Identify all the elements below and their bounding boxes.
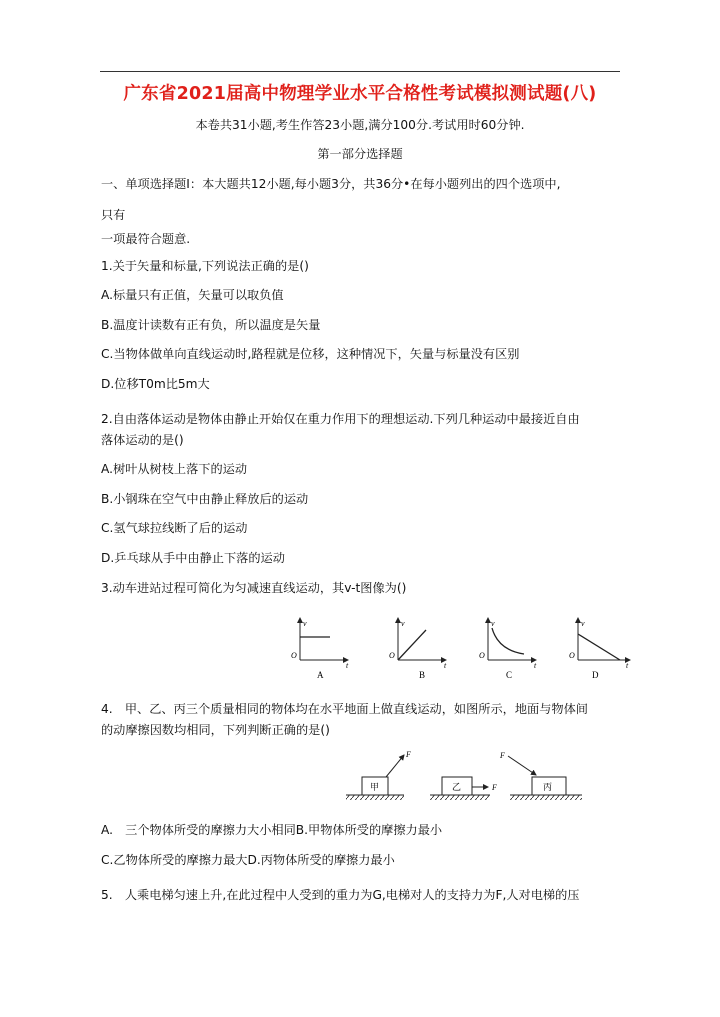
q3-graph-d-origin: O bbox=[569, 651, 575, 660]
q2-option-d: D.乒乓球从手中由静止下落的运动 bbox=[101, 551, 285, 565]
q4-block-bing bbox=[499, 751, 582, 800]
q3-graph-d-line bbox=[578, 634, 620, 660]
q4-force-yi-label: F bbox=[492, 783, 497, 792]
q3-stem: 3.动车进站过程可简化为匀减速直线运动，其v-t图像为() bbox=[101, 581, 407, 595]
q3-graph-d-label: D bbox=[592, 670, 599, 680]
q2-stem: 2.自由落体运动是物体由静止开始仅在重力作用下的理想运动.下列几种运动中最接近自由 bbox=[101, 412, 580, 426]
q1-option-b: B.温度计读数有正有负，所以温度是矢量 bbox=[101, 318, 321, 332]
q4-force-jia-label: F bbox=[406, 750, 411, 759]
q4-options-ab: A. 三个物体所受的摩擦力大小相同B.甲物体所受的摩擦力最小 bbox=[101, 823, 443, 837]
q4-block-yi bbox=[430, 777, 497, 800]
exam-title: 广东省2021届高中物理学业水平合格性考试模拟测试题(八) bbox=[123, 84, 597, 104]
q4-stem-cont: 的动摩擦因数均相同，下列判断正确的是() bbox=[101, 723, 330, 737]
q1-option-a: A.标量只有正值，矢量可以取负值 bbox=[101, 288, 284, 302]
q3-graph-c-origin: O bbox=[479, 651, 485, 660]
q4-force-jia-arrow bbox=[386, 755, 404, 777]
q3-graph-d-v: v bbox=[581, 619, 585, 628]
q3-graph-d bbox=[569, 618, 630, 680]
q4-force-bing-arrow bbox=[508, 756, 536, 775]
q1-option-d: D.位移T0m比5m大 bbox=[101, 377, 210, 391]
q2-option-a: A.树叶从树枝上落下的运动 bbox=[101, 462, 248, 476]
q4-block-yi-label: 乙 bbox=[452, 782, 462, 792]
q2-option-b: B.小钢珠在空气中由静止释放后的运动 bbox=[101, 492, 309, 506]
q3-graph-c bbox=[479, 618, 537, 680]
q4-stem: 4. 甲、乙、丙三个质量相同的物体均在水平地面上做直线运动，如图所示，地面与物体间 bbox=[101, 702, 588, 716]
section-instruction-end: 一项最符合题意. bbox=[101, 232, 191, 246]
q3-graph-b-t: t bbox=[444, 661, 447, 670]
q5-stem: 5. 人乘电梯匀速上升,在此过程中人受到的重力为G,电梯对人的支持力为F,人对电梯的压 bbox=[101, 888, 580, 902]
q3-graph-a-v: v bbox=[303, 619, 307, 628]
q3-graph-a bbox=[291, 618, 349, 680]
q2-option-c: C.氢气球拉线断了后的运动 bbox=[101, 521, 248, 535]
q3-graph-b-v: v bbox=[401, 619, 405, 628]
header-rule bbox=[100, 71, 620, 72]
q3-graph-b-line bbox=[398, 630, 426, 660]
q3-graph-b-label: B bbox=[419, 670, 426, 680]
q3-graph-a-origin: O bbox=[291, 651, 297, 660]
q1-stem: 1.关于矢量和标量,下列说法正确的是() bbox=[101, 259, 309, 273]
q3-graph-c-t: t bbox=[534, 661, 537, 670]
q4-force-bing-label: F bbox=[500, 751, 505, 760]
q3-graph-b-origin: O bbox=[389, 651, 395, 660]
q3-graph-a-t: t bbox=[346, 661, 349, 670]
q2-stem-cont: 落体运动的是() bbox=[101, 433, 184, 447]
q4-block-jia-label: 甲 bbox=[370, 782, 380, 792]
exam-info: 本卷共31小题,考生作答23小题,满分100分.考试用时60分钟. bbox=[195, 118, 525, 132]
q4-force-diagram bbox=[342, 744, 592, 804]
q3-graph-c-curve bbox=[492, 628, 524, 654]
part-heading: 第一部分选择题 bbox=[317, 147, 403, 161]
q4-options-cd: C.乙物体所受的摩擦力最大D.丙物体所受的摩擦力最小 bbox=[101, 853, 395, 867]
q3-graph-c-label: C bbox=[506, 670, 513, 680]
q3-graph-d-t: t bbox=[626, 661, 629, 670]
q3-graph-b bbox=[389, 618, 447, 680]
q4-block-jia bbox=[346, 750, 411, 800]
section-instruction: 一、单项选择题Ⅰ：本大题共12小题,每小题3分，共36分•在每小题列出的四个选项中, bbox=[101, 177, 561, 191]
q3-vt-graphs bbox=[280, 612, 640, 690]
q4-block-bing-label: 丙 bbox=[543, 782, 553, 792]
q1-option-c: C.当物体做单向直线运动时,路程就是位移，这种情况下，矢量与标量没有区别 bbox=[101, 347, 520, 361]
q3-graph-a-label: A bbox=[317, 670, 324, 680]
section-instruction-cont: 只有 bbox=[101, 208, 126, 222]
q3-graph-c-v: v bbox=[491, 619, 495, 628]
